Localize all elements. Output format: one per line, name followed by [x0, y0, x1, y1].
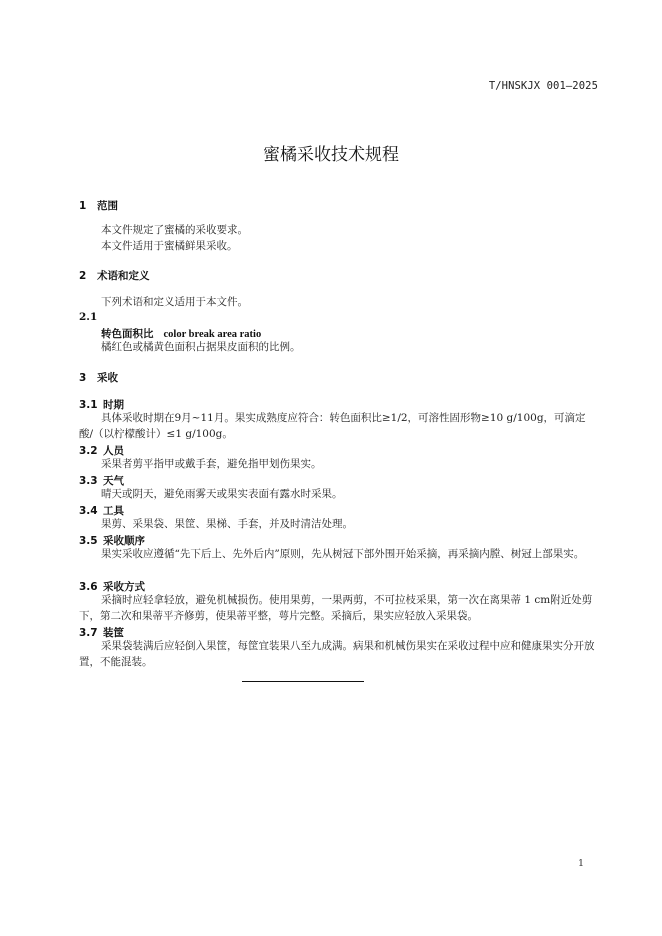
term-zh: 转色面积比 — [101, 328, 154, 340]
subsection-3-7-text: 采果袋装满后应轻倒入果筐，每筐宜装果八至九成满。病果和机械伤果实在采收过程中应和健康果实分开放置，不能混装。 — [79, 640, 595, 668]
subsection-title: 采收方式 — [103, 581, 145, 593]
subsection-3-2-text: 采果者剪平指甲或戴手套，避免指甲划伤果实。 — [101, 458, 322, 470]
subsection-3-4-heading — [79, 503, 124, 518]
subsection-3-3-text: 晴天或阴天，避免雨雾天或果实表面有露水时采果。 — [101, 488, 343, 500]
subsection-3-1-text: 具体采收时期在9月~11月。果实成熟度应符合：转色面积比≥1/2，可溶性固形物≥10 g/100g，可滴定酸/（以柠檬酸计）≤1 g/100g。 — [79, 412, 586, 440]
term-definition: 橘红色或橘黄色面积占据果皮面积的比例。 — [101, 341, 301, 353]
section-title: 范围 — [97, 200, 118, 212]
subsection-3-4-text: 果剪、采果袋、果筐、果梯、手套，并及时清洁处理。 — [101, 518, 353, 530]
term-number: 2.1 — [79, 311, 98, 323]
subsection-number: 3.4 — [79, 505, 98, 517]
subsection-3-6-text: 采摘时应轻拿轻放，避免机械损伤。使用果剪，一果两剪，不可拉枝采果，第一次在离果蒂 1 cm附近处剪下，第二次和果蒂平齐修剪，使果蒂平整，萼片完整。采摘后，果实应轻放入采果袋。 — [79, 594, 593, 622]
subsection-title: 人员 — [103, 445, 124, 457]
subsection-number: 3.5 — [79, 535, 98, 547]
subsection-3-3-heading — [79, 473, 124, 488]
subsection-number: 3.6 — [79, 581, 98, 593]
subsection-3-5-text: 果实采收应遵循“先下后上、先外后内”原则，先从树冠下部外围开始采摘，再采摘内膛、树冠上部果实。 — [101, 548, 585, 560]
subsection-title: 天气 — [103, 475, 124, 487]
section-title: 采收 — [97, 372, 118, 384]
subsection-title: 时期 — [103, 399, 124, 411]
section-2-heading — [79, 268, 150, 283]
end-of-document-rule — [242, 681, 364, 682]
section-number: 3 — [79, 372, 87, 384]
subsection-3-7-heading — [79, 625, 124, 640]
subsection-title: 装筐 — [103, 627, 124, 639]
subsection-number: 3.7 — [79, 627, 98, 639]
subsection-3-2-heading — [79, 443, 124, 458]
subsection-title: 采收顺序 — [103, 535, 145, 547]
section-number: 2 — [79, 270, 87, 282]
section-2-intro: 下列术语和定义适用于本文件。 — [101, 296, 248, 308]
subsection-number: 3.3 — [79, 475, 98, 487]
subsection-3-5-heading — [79, 533, 145, 548]
section-1-heading — [79, 198, 118, 213]
section-title: 术语和定义 — [97, 270, 150, 282]
section-1-paragraph-2: 本文件适用于蜜橘鲜果采收。 — [101, 240, 238, 252]
document-title: 蜜橘采收技术规程 — [263, 145, 399, 165]
section-1-paragraph-1: 本文件规定了蜜橘的采收要求。 — [101, 224, 248, 236]
term-en: color break area ratio — [163, 329, 262, 340]
page-number: 1 — [577, 858, 584, 869]
section-3-heading — [79, 370, 118, 385]
document-code: T/HNSKJX 001—2025 — [488, 80, 598, 92]
term-heading — [101, 326, 261, 341]
subsection-title: 工具 — [103, 505, 124, 517]
subsection-3-1-heading — [79, 397, 124, 412]
subsection-number: 3.2 — [79, 445, 98, 457]
subsection-number: 3.1 — [79, 399, 98, 411]
section-number: 1 — [79, 200, 87, 212]
subsection-3-6-heading — [79, 579, 145, 594]
